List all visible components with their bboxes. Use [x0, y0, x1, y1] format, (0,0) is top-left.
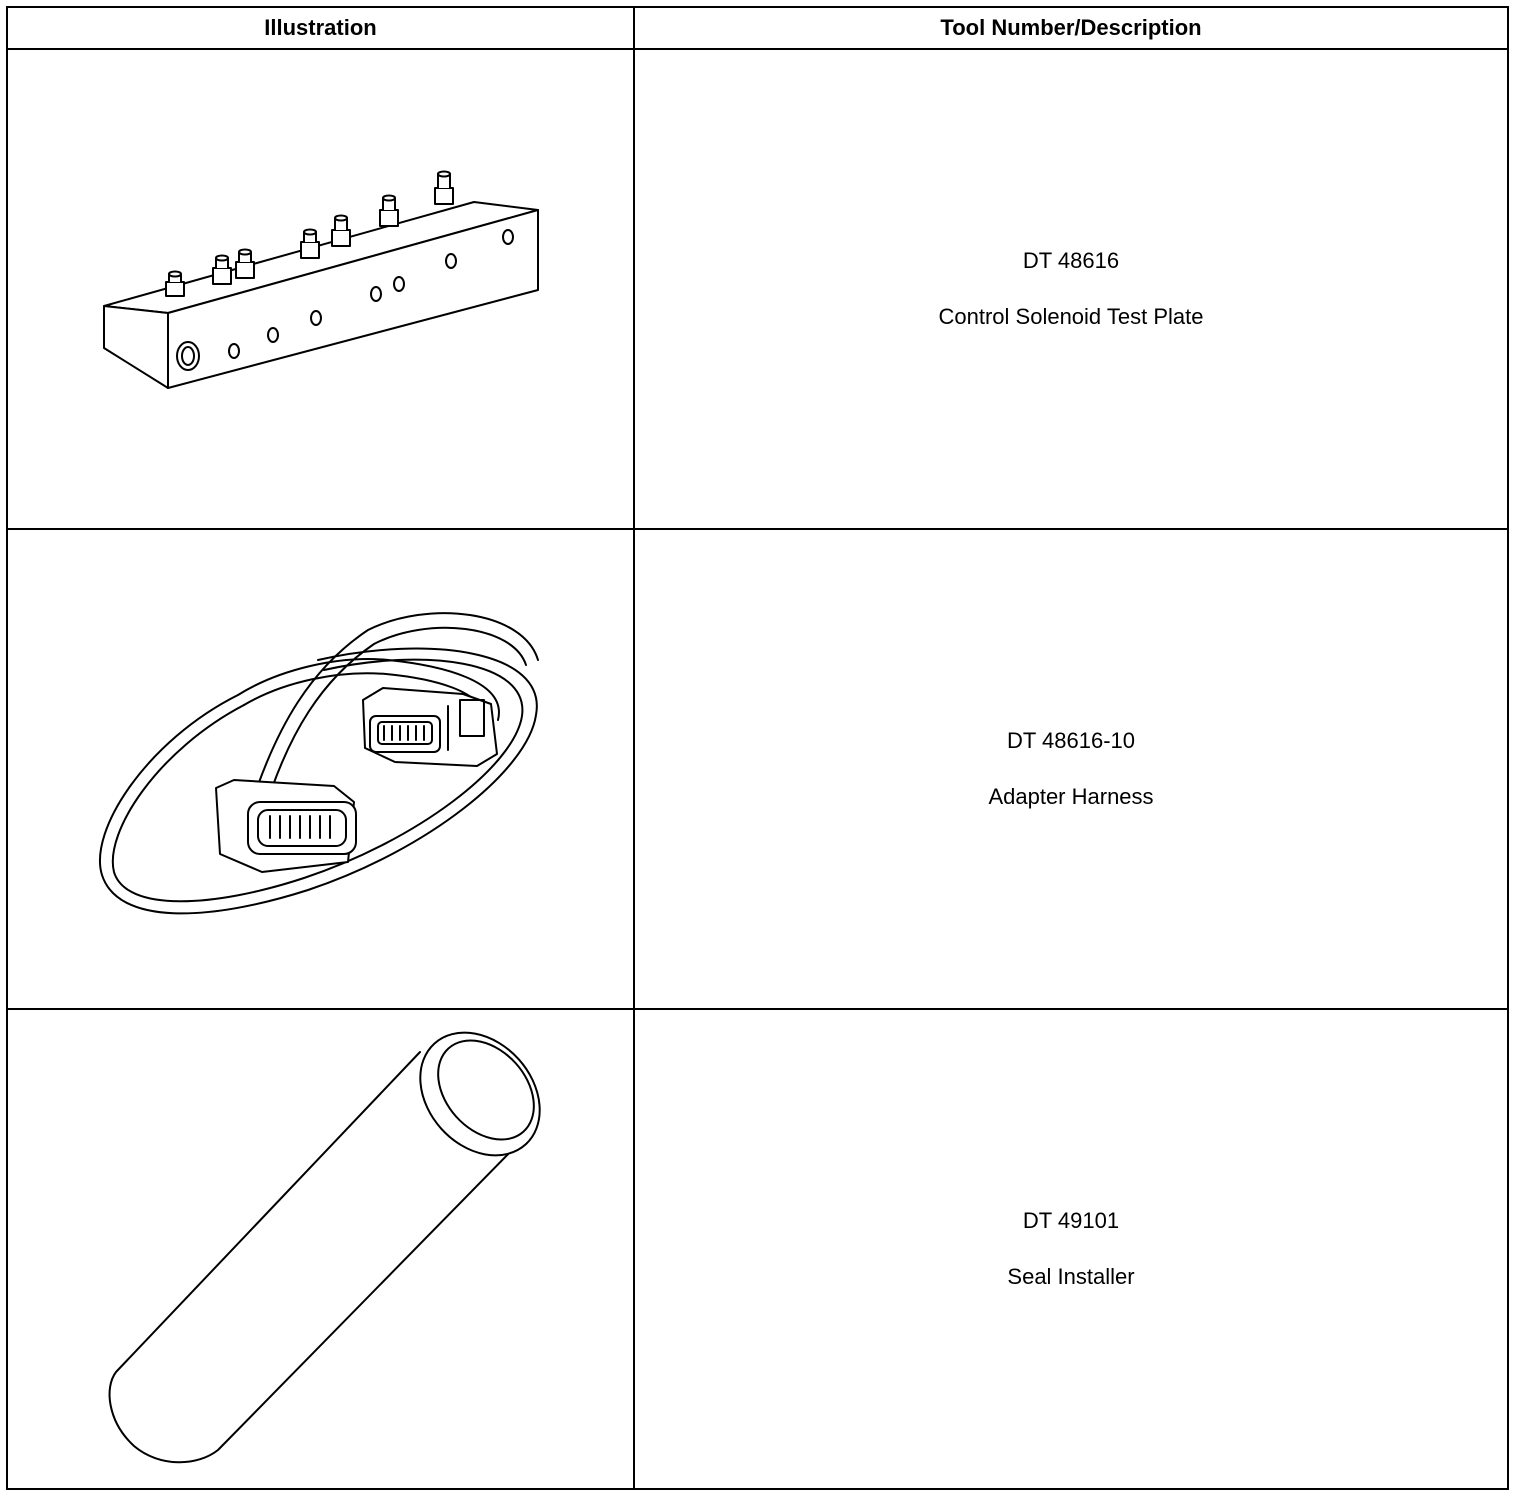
tool-number: DT 48616: [1022, 248, 1120, 273]
tool-description-cell: [634, 49, 1508, 529]
tool-description: Control Solenoid Test Plate: [938, 304, 1204, 329]
illustration-cell: [7, 529, 634, 1009]
tool-number: DT 48616-10: [1006, 728, 1135, 753]
illustration-cell: [7, 49, 634, 529]
seal-installer-illustration: [8, 1010, 635, 1488]
header-illustration: Illustration: [7, 7, 634, 49]
table-row: [7, 529, 1508, 1009]
adapter-harness-illustration: [8, 530, 635, 1008]
special-tools-table: [6, 6, 1509, 1490]
solenoid-test-plate-illustration: [8, 50, 635, 528]
tool-description: Adapter Harness: [988, 784, 1154, 809]
tool-description: Seal Installer: [1007, 1264, 1135, 1289]
table-row: [7, 1009, 1508, 1489]
tool-description-cell: [634, 529, 1508, 1009]
illustration-cell: [7, 1009, 634, 1489]
table-row: [7, 49, 1508, 529]
header-tool-number-description: Tool Number/Description: [634, 7, 1508, 49]
tool-description-cell: [634, 1009, 1508, 1489]
table-header-row: [7, 7, 1508, 49]
tool-number: DT 49101: [1022, 1208, 1120, 1233]
